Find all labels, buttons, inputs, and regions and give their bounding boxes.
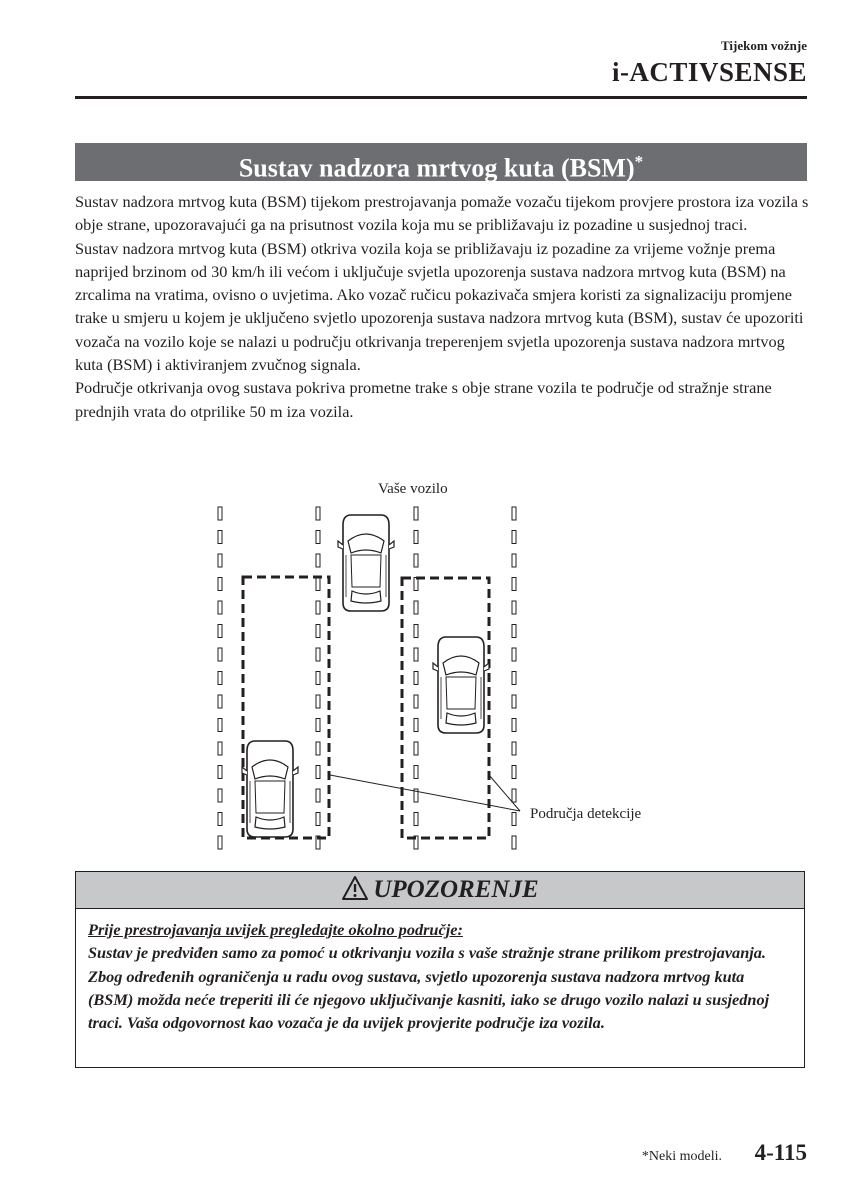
lane-dash <box>316 578 320 591</box>
lane-dash <box>512 789 516 802</box>
lane-dash <box>218 766 222 779</box>
lane-dash <box>512 625 516 638</box>
body-paragraph: Sustav nadzora mrtvog kuta (BSM) tijekom prestrojavanja pomaže vozaču tijekom provjere prostora iza vozila s obje strane, upozoravajući ga na prisutnost vozila koja mu se približavaju iz pozadine u susjednoj traci. <box>75 192 809 235</box>
lane-dash <box>218 813 222 826</box>
lane-dash <box>316 554 320 567</box>
lane-dash <box>218 742 222 755</box>
vehicle-left-lane <box>242 741 298 837</box>
lane-dash <box>512 507 516 520</box>
lane-dash <box>414 507 418 520</box>
lane-dash <box>218 695 222 708</box>
lane-dash <box>218 672 222 685</box>
footnote: *Neki modeli. <box>641 1149 722 1164</box>
lane-dash <box>414 531 418 544</box>
lane-dash <box>218 601 222 614</box>
lane-dash <box>414 813 418 826</box>
running-header-chapter: i-ACTIVSENSE <box>611 57 807 87</box>
warning-header <box>76 872 804 909</box>
lane-dash <box>218 507 222 520</box>
lane-dash <box>316 789 320 802</box>
warning-text <box>88 918 793 1034</box>
own-vehicle-label: Vaše vozilo <box>378 481 448 497</box>
lane-dash <box>218 625 222 638</box>
lane-dash <box>218 836 222 849</box>
lane-dash <box>316 766 320 779</box>
lane-dash <box>316 625 320 638</box>
lane-dash <box>512 719 516 732</box>
body-text <box>75 190 810 423</box>
own-vehicle <box>338 515 394 611</box>
lane-dash <box>512 578 516 591</box>
lane-dash <box>218 789 222 802</box>
lane-dash <box>512 601 516 614</box>
lane-dash <box>512 695 516 708</box>
section-title-mark: * <box>634 152 644 171</box>
warning-body: Sustav je predviđen samo za pomoć u otkrivanju vozila s vaše stražnje strane prilikom prestrojavanja. Zbog određenih ograničenja u radu ovog sustava, svjetlo upozorenja sustava nadzora mrtvog kuta (BSM) možda neće treperiti ili će njegovo uključivanje kasniti, iako se drugo vozilo nalazi u susjednoj traci. Vaša odgovornost kao vozača je da uvijek provjerite područje iza vozila. <box>88 943 770 1033</box>
lane-dash <box>316 531 320 544</box>
lane-dash <box>414 695 418 708</box>
lane-dash <box>512 766 516 779</box>
body-paragraph: Sustav nadzora mrtvog kuta (BSM) otkriva vozila koja se približavaju iz pozadine za vrijeme vožnje prema naprijed brzinom od 30 km/h ili većom i uključuje svjetla upozorenja sustava nadzora mrtvog kuta (BSM) na zrcalima na vratima, ovisno o uvjetima. Ako vozač ručicu pokazivača smjera koristi za signalizaciju promjene trake u smjeru u kojem je uključeno svjetlo upozorenja sustava nadzora mrtvog kuta (BSM), sustav će upozoriti vozača na vozilo koje se nalazi u području otkrivanja treperenjem svjetla upozorenja sustava nadzora mrtvog kuta (BSM) i aktiviranjem zvučnog signala. <box>75 238 804 375</box>
lane-dash <box>414 742 418 755</box>
lane-dash <box>218 578 222 591</box>
warning-triangle-icon <box>341 875 369 901</box>
lane-dash <box>414 601 418 614</box>
lane-dash <box>512 742 516 755</box>
lane-dash <box>414 625 418 638</box>
lane-dash <box>316 695 320 708</box>
lane-dash <box>414 672 418 685</box>
lane-dash <box>414 766 418 779</box>
warning-box <box>75 871 805 1068</box>
warning-heading: UPOZORENJE <box>373 876 539 903</box>
lane-dash <box>316 648 320 661</box>
body-paragraph: Područje otkrivanja ovog sustava pokriva prometne trake s obje strane vozila te područje od stražnje strane prednjih vrata do otprilike 50 m iza vozila. <box>75 378 772 421</box>
lane-dash <box>512 813 516 826</box>
lane-dash <box>218 648 222 661</box>
header-rule <box>75 96 807 99</box>
lane-dash <box>316 507 320 520</box>
lane-dash <box>316 719 320 732</box>
lane-dash <box>414 648 418 661</box>
lane-dash <box>316 813 320 826</box>
vehicle-right-lane <box>433 637 489 733</box>
detection-zone-label: Područja detekcije <box>530 806 642 822</box>
lane-dash <box>512 648 516 661</box>
bsm-diagram <box>200 475 680 860</box>
lane-dash <box>316 672 320 685</box>
lane-dash <box>218 554 222 567</box>
lane-dash <box>218 531 222 544</box>
page-number: 4-115 <box>754 1140 807 1165</box>
warning-lead: Prije prestrojavanja uvijek pregledajte okolno područje: <box>88 920 463 939</box>
lane-dash <box>316 742 320 755</box>
running-header-section: Tijekom vožnje <box>720 38 807 53</box>
lane-dash <box>414 554 418 567</box>
detection-leader-left <box>330 775 520 811</box>
lane-dash <box>316 601 320 614</box>
lane-dash <box>512 554 516 567</box>
lane-dash <box>512 531 516 544</box>
lane-dash <box>414 719 418 732</box>
section-title <box>75 143 807 181</box>
lane-dash <box>512 836 516 849</box>
lane-dash <box>512 672 516 685</box>
section-title-text: Sustav nadzora mrtvog kuta (BSM) <box>238 153 635 183</box>
lane-dash <box>218 719 222 732</box>
